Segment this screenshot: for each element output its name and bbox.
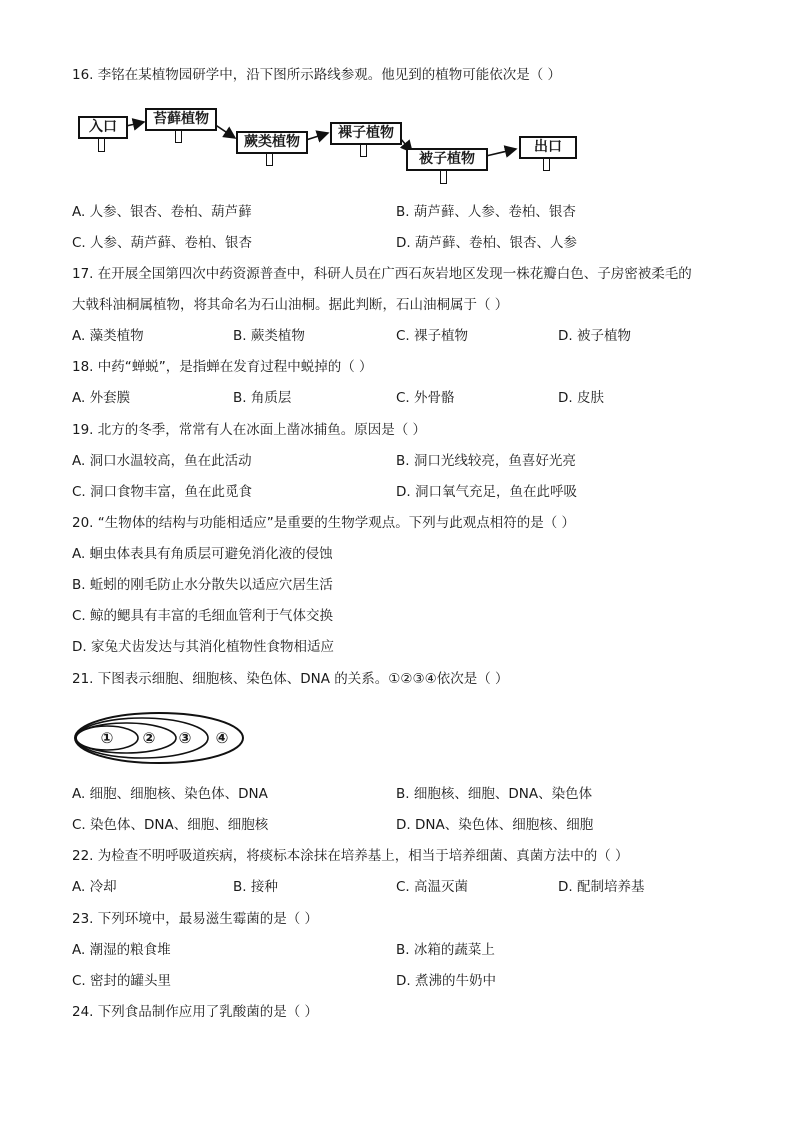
q22-stem: 22. 为检查不明呼吸道疾病，将痰标本涂抹在培养基上，相当于培养细菌、真菌方法中的（ ） [72, 848, 629, 864]
q19-option-b: B. 洞口光线较亮，鱼喜好光亮 [396, 453, 576, 469]
sign-moss-label: 苔藓植物 [145, 108, 217, 131]
ellipse-label-3: ③ [178, 729, 192, 747]
ellipse-label-2: ② [142, 729, 156, 747]
q17-option-c: C. 裸子植物 [396, 328, 469, 344]
sign-angiosperm-label: 被子植物 [406, 148, 488, 171]
q16-option-c: C. 人参、葫芦藓、卷柏、银杏 [72, 235, 253, 251]
q23-option-c: C. 密封的罐头里 [72, 973, 172, 989]
q17-option-d: D. 被子植物 [558, 328, 631, 344]
arrow-1 [126, 122, 144, 126]
sign-fern-label: 蕨类植物 [236, 131, 308, 154]
q17-option-b: B. 蕨类植物 [233, 328, 305, 344]
arrow-2 [214, 124, 235, 138]
sign-exit-label: 出口 [519, 136, 577, 159]
q16-option-b: B. 葫芦藓、人参、卷柏、银杏 [396, 204, 576, 220]
sign-post [98, 138, 105, 152]
q22-option-d: D. 配制培养基 [558, 879, 645, 895]
q21-option-a: A. 细胞、细胞核、染色体、DNA [72, 786, 268, 802]
nested-ellipse-diagram [70, 708, 250, 768]
q20-option-b: B. 蚯蚓的刚毛防止水分散失以适应穴居生活 [72, 577, 333, 593]
q23-option-b: B. 冰箱的蔬菜上 [396, 942, 495, 958]
q19-stem: 19. 北方的冬季，常常有人在冰面上凿冰捕鱼。原因是（ ） [72, 422, 427, 438]
route-diagram [0, 0, 794, 200]
q24-stem: 24. 下列食品制作应用了乳酸菌的是（ ） [72, 1004, 319, 1020]
sign-post [266, 153, 273, 166]
q20-option-c: C. 鲸的鳃具有丰富的毛细血管利于气体交换 [72, 608, 334, 624]
q23-option-a: A. 潮湿的粮食堆 [72, 942, 171, 958]
sign-post [175, 130, 182, 143]
q21-stem: 21. 下图表示细胞、细胞核、染色体、DNA 的关系。①②③④依次是（ ） [72, 671, 509, 687]
q20-stem: 20. “生物体的结构与功能相适应”是重要的生物学观点。下列与此观点相符的是（ ） [72, 515, 576, 531]
q18-option-b: B. 角质层 [233, 390, 292, 406]
q22-option-a: A. 冷却 [72, 879, 117, 895]
q21-option-d: D. DNA、染色体、细胞核、细胞 [396, 817, 594, 833]
q19-option-d: D. 洞口氧气充足，鱼在此呼吸 [396, 484, 577, 500]
sign-post [360, 144, 367, 157]
q19-option-a: A. 洞口水温较高，鱼在此活动 [72, 453, 252, 469]
arrow-3 [306, 133, 328, 140]
q17-stem-line1: 17. 在开展全国第四次中药资源普查中，科研人员在广西石灰岩地区发现一株花瓣白色、子房密被柔毛的 [72, 266, 692, 282]
sign-entrance-label: 入口 [78, 116, 128, 139]
q22-option-b: B. 接种 [233, 879, 278, 895]
q18-option-d: D. 皮肤 [558, 390, 604, 406]
ellipse-label-1: ① [100, 729, 114, 747]
sign-gymnosperm-label: 裸子植物 [330, 122, 402, 145]
q19-option-c: C. 洞口食物丰富，鱼在此觅食 [72, 484, 253, 500]
ellipse-label-4: ④ [215, 729, 229, 747]
sign-post [543, 158, 550, 171]
route-arrows [0, 0, 794, 200]
q18-option-c: C. 外骨骼 [396, 390, 455, 406]
q22-option-c: C. 高温灭菌 [396, 879, 469, 895]
q23-stem: 23. 下列环境中，最易滋生霉菌的是（ ） [72, 911, 319, 927]
sign-post [440, 170, 447, 184]
q21-option-b: B. 细胞核、细胞、DNA、染色体 [396, 786, 593, 802]
q18-option-a: A. 外套膜 [72, 390, 131, 406]
q21-option-c: C. 染色体、DNA、细胞、细胞核 [72, 817, 269, 833]
q16-option-d: D. 葫芦藓、卷柏、银杏、人参 [396, 235, 577, 251]
q18-stem: 18. 中药“蝉蜕”，是指蝉在发育过程中蜕掉的（ ） [72, 359, 373, 375]
q17-option-a: A. 藻类植物 [72, 328, 144, 344]
q16-option-a: A. 人参、银杏、卷柏、葫芦藓 [72, 204, 252, 220]
arrow-5 [486, 149, 516, 156]
q20-option-d: D. 家兔犬齿发达与其消化植物性食物相适应 [72, 639, 334, 655]
q16-stem: 16. 李铭在某植物园研学中，沿下图所示路线参观。他见到的植物可能依次是（ ） [72, 67, 562, 83]
q23-option-d: D. 煮沸的牛奶中 [396, 973, 496, 989]
q20-option-a: A. 蛔虫体表具有角质层可避免消化液的侵蚀 [72, 546, 333, 562]
q17-stem-line2: 大戟科油桐属植物，将其命名为石山油桐。据此判断，石山油桐属于（ ） [72, 297, 509, 313]
